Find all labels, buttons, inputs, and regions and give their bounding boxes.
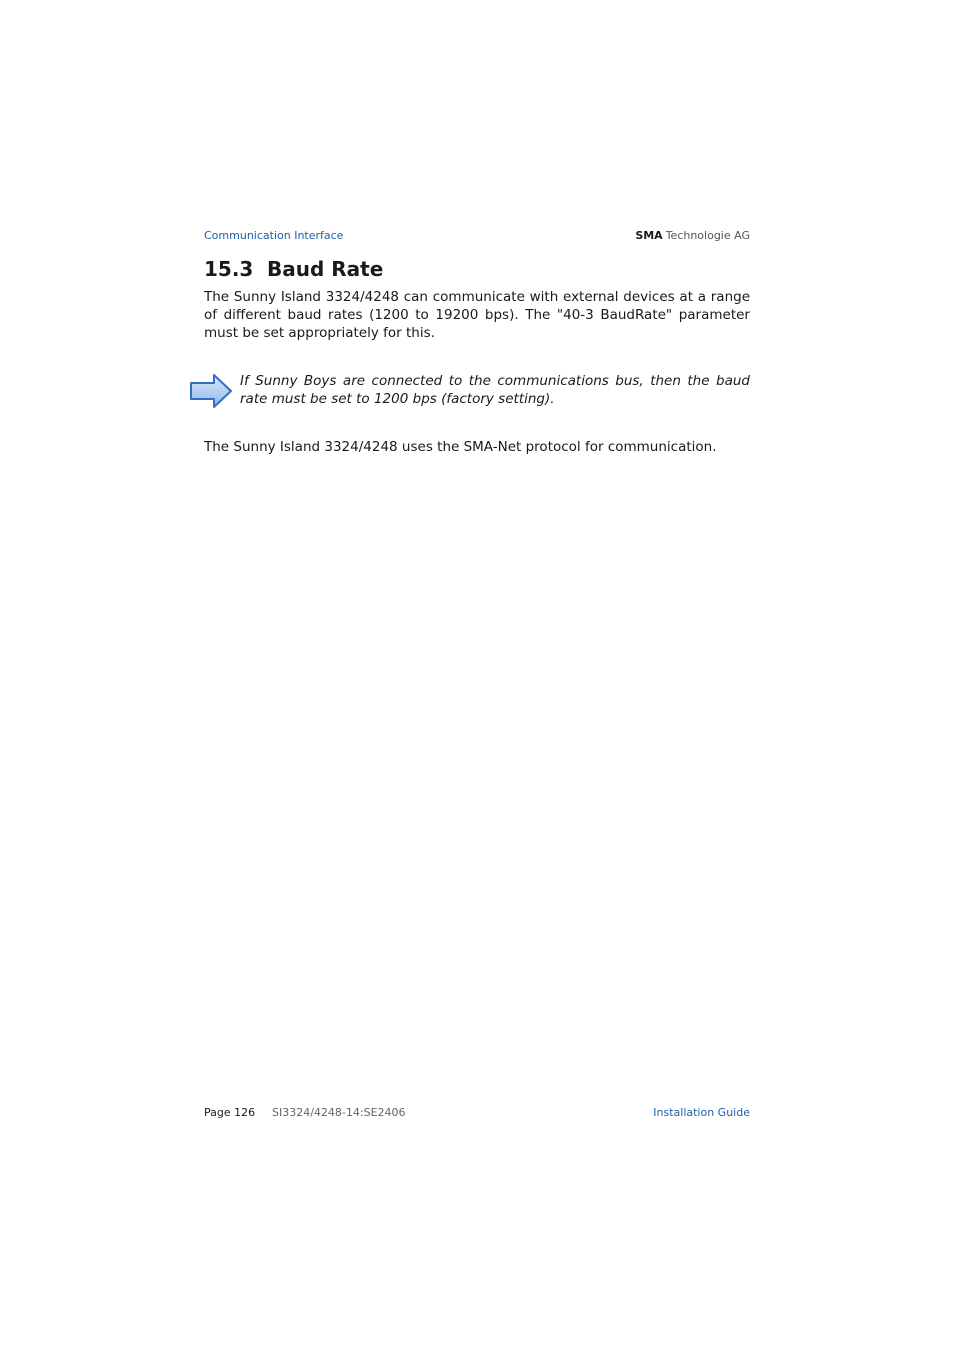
header-section-name: Communication Interface bbox=[204, 229, 344, 242]
header-company-name: Technologie AG bbox=[665, 229, 750, 242]
header-company bbox=[635, 229, 750, 242]
footer-page-number: Page 126 bbox=[204, 1106, 256, 1119]
footer-doc-id: SI3324/4248-14:SE2406 bbox=[272, 1106, 406, 1119]
header-brand: SMA bbox=[635, 229, 663, 242]
note-block bbox=[188, 372, 750, 412]
body-paragraph-2: The Sunny Island 3324/4248 uses the SMA-Net protocol for communication. bbox=[204, 439, 717, 455]
footer-doc-title: Installation Guide bbox=[653, 1106, 750, 1119]
body-paragraph-1: The Sunny Island 3324/4248 can communicate with external devices at a range of different baud rates (1200 to 19200 bps). The "40-3 BaudRate" parameter must be set appropriately for this. bbox=[204, 289, 750, 341]
arrow-right-icon bbox=[188, 372, 234, 410]
note-text: If Sunny Boys are connected to the communications bus, then the baud rate must be set to 1200 bps (factory setting). bbox=[240, 373, 750, 407]
page-header bbox=[204, 229, 750, 247]
section-heading bbox=[204, 257, 383, 281]
section-number: 15.3 bbox=[204, 257, 254, 281]
page-footer bbox=[204, 1106, 750, 1124]
section-title-text: Baud Rate bbox=[267, 257, 384, 281]
